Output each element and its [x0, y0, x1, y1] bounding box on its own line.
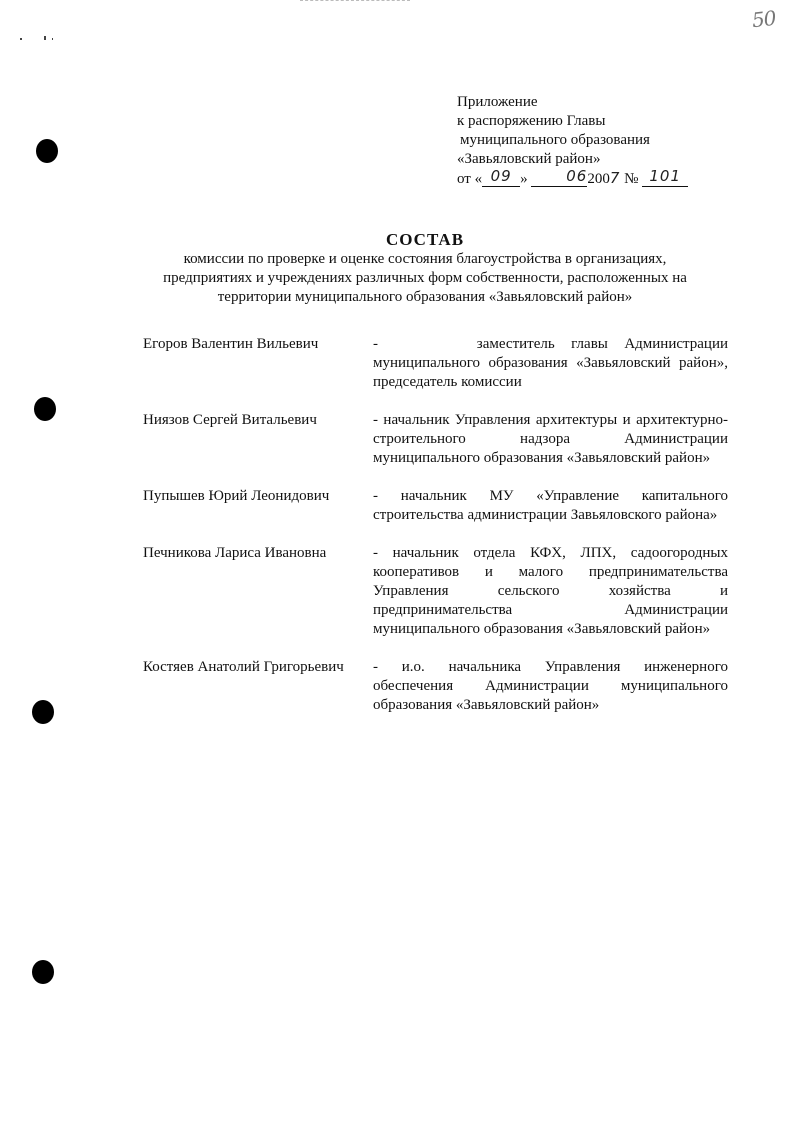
month-field — [531, 167, 588, 187]
scan-edge-marks — [300, 0, 410, 4]
scan-speck — [20, 38, 22, 40]
member-name: Егоров Валентин Вильевич — [143, 336, 319, 352]
header-line: Приложение — [457, 94, 538, 110]
header-line: муниципального образования — [460, 132, 650, 148]
day-field — [482, 167, 520, 187]
punch-hole — [36, 139, 58, 163]
date-prefix: от « — [457, 171, 483, 187]
commission-members-list — [143, 335, 728, 734]
number-sign: № — [624, 171, 639, 187]
member-role: - начальник отдела КФХ, ЛПХ, садоогородных кооперативов и малого предпринимательства Управления сельского хозяйства и предпринимательства Администрации муниципального образования «Завьяловский район» — [373, 545, 728, 637]
punch-hole — [34, 397, 56, 421]
member-row — [143, 411, 728, 468]
document-title: СОСТАВ — [385, 230, 465, 249]
appendix-header — [457, 93, 757, 189]
member-role: - начальник Управления архитектуры и архитектурно-строительного надзора Администрации муниципального образования «Завьяловский район» — [373, 412, 728, 466]
handwritten-day: 09 — [490, 167, 512, 185]
subtitle-line: комиссии по проверке и оценке состояния благоустройства в организациях, — [183, 251, 667, 267]
number-field — [642, 167, 688, 187]
title-block — [100, 230, 750, 307]
member-row — [143, 335, 728, 392]
header-line: «Завьяловский район» — [457, 151, 601, 167]
subtitle-line: территории муниципального образования «Завьяловский район» — [217, 289, 633, 305]
year-prefix: 200 — [587, 171, 610, 187]
subtitle-line: предприятиях и учреждениях различных форм собственности, расположенных на — [163, 270, 687, 286]
date-line — [457, 169, 757, 189]
member-name: Костяев Анатолий Григорьевич — [143, 659, 344, 675]
punch-hole — [32, 700, 54, 724]
handwritten-year-digit: 7 — [609, 169, 621, 187]
member-role: - и.о. начальника Управления инженерного обеспечения Администрации муниципального образования «Завьяловский район» — [373, 659, 728, 713]
member-name: Пупышев Юрий Леонидович — [143, 488, 330, 504]
member-row — [143, 658, 728, 715]
member-name: Ниязов Сергей Витальевич — [143, 412, 317, 428]
page-number: 50 — [750, 5, 777, 33]
member-role: - начальник МУ «Управление капитального строительства администрации Завьяловского района» — [373, 488, 728, 523]
punch-hole — [32, 960, 54, 984]
header-line: к распоряжению Главы — [457, 113, 606, 129]
handwritten-number: 101 — [649, 167, 682, 185]
quote-close: » — [520, 171, 528, 187]
member-row — [143, 487, 728, 525]
scan-speck — [52, 38, 53, 40]
handwritten-month: 06 — [566, 167, 588, 185]
member-name: Печникова Лариса Ивановна — [143, 545, 327, 561]
member-role: - заместитель главы Администрации муниципального образования «Завьяловский район», председатель комиссии — [373, 336, 728, 390]
member-row — [143, 544, 728, 639]
scan-speck — [44, 36, 46, 40]
